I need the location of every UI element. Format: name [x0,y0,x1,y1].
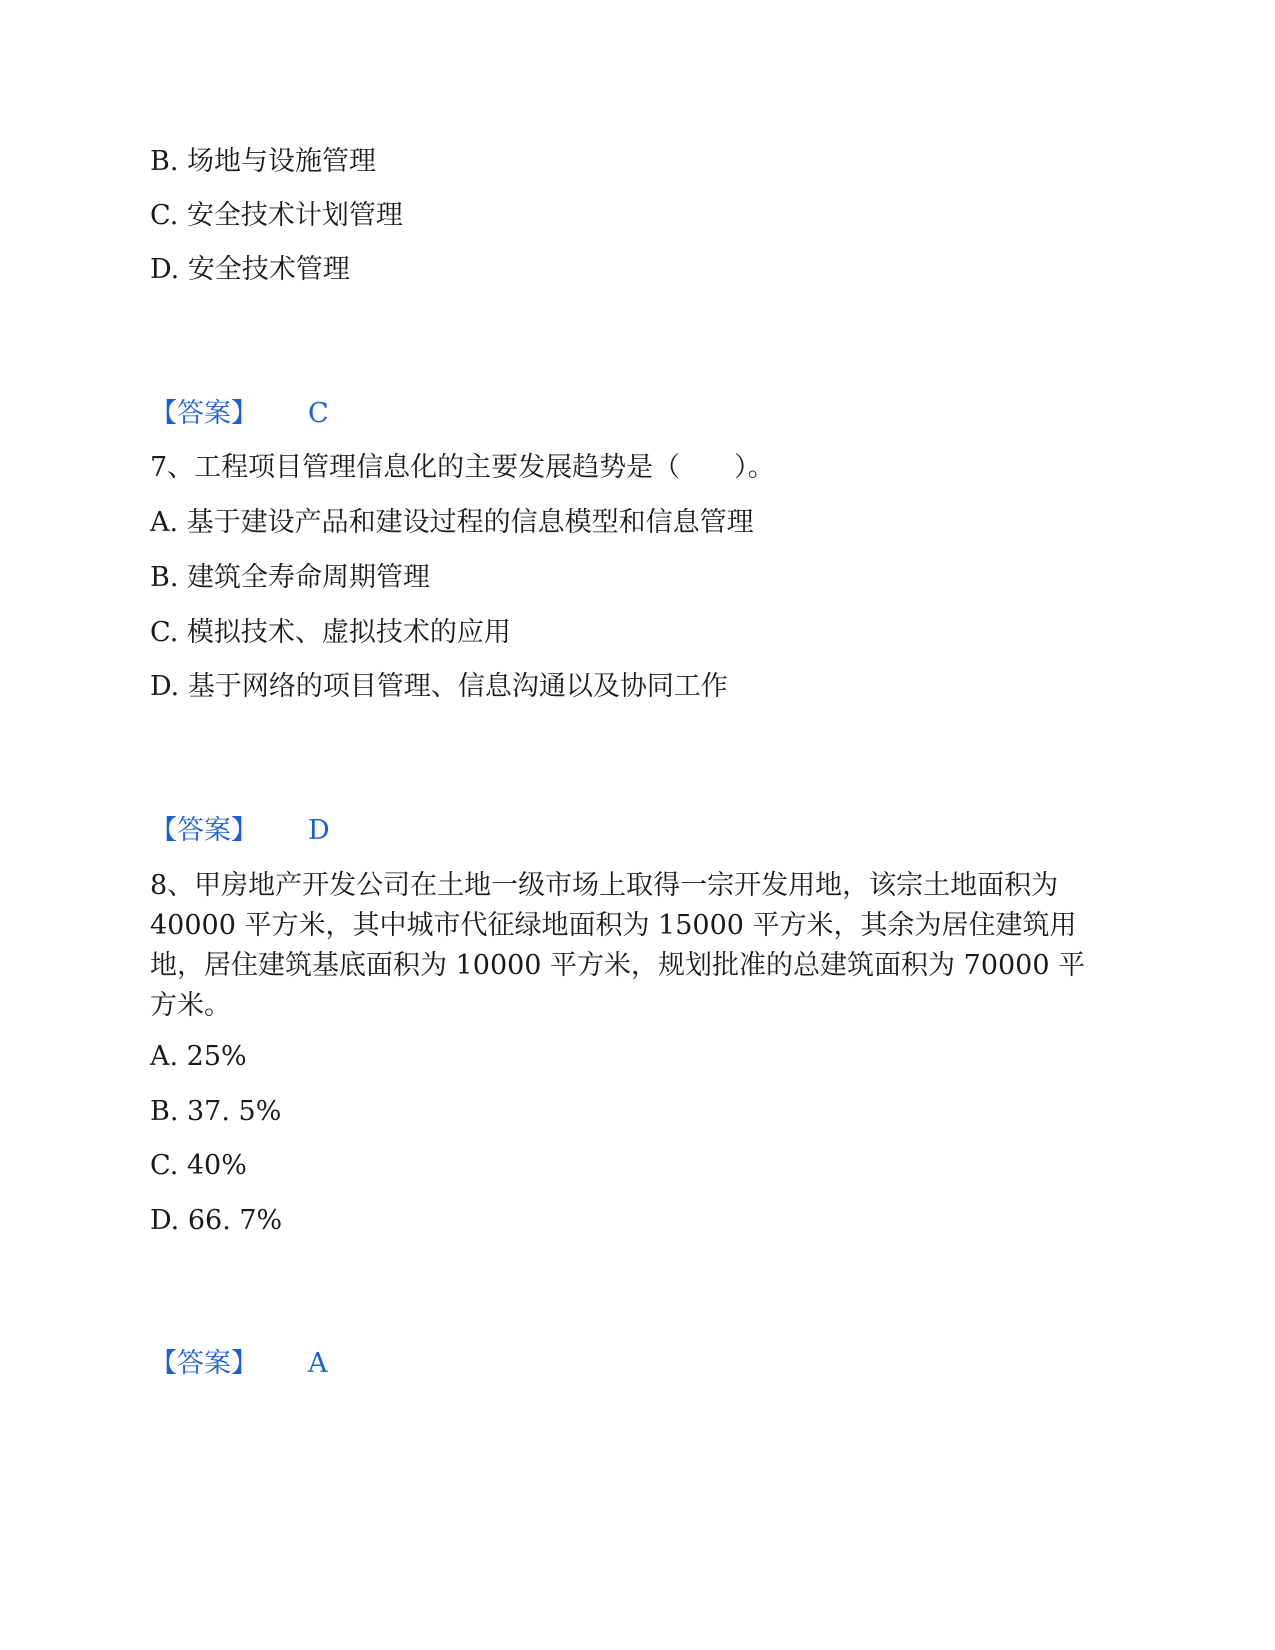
answer-label: 【答案】 [150,1348,258,1379]
q8-option-d: D. 66. 7% [150,1205,283,1236]
q7-option-c: C. 模拟技术、虚拟技术的应用 [150,617,511,648]
q8-option-c: C. 40% [150,1150,247,1181]
answer-label: 【答案】 [150,398,258,429]
answer-value: D [308,815,330,846]
q7-option-b: B. 建筑全寿命周期管理 [150,562,431,593]
q7-answer [150,811,330,851]
answer-value: C [308,398,329,429]
q7-stem: 7、工程项目管理信息化的主要发展趋势是（ ）。 [150,452,775,483]
q7-option-d: D. 基于网络的项目管理、信息沟通以及协同工作 [150,671,728,702]
q8-option-a: A. 25% [150,1041,247,1072]
answer-value: A [308,1348,328,1379]
q6-option-c: C. 安全技术计划管理 [150,200,403,231]
q8-answer [150,1344,328,1384]
q6-option-d: D. 安全技术管理 [150,254,350,285]
q6-answer [150,394,329,434]
q7-option-a: A. 基于建设产品和建设过程的信息模型和信息管理 [150,507,754,538]
q8-option-b: B. 37. 5% [150,1096,282,1127]
q8-stem: 8、甲房地产开发公司在土地一级市场上取得一宗开发用地，该宗土地面积为 40000 平方米，其中城市代征绿地面积为 15000 平方米，其余为居住建筑用地，居住建筑基底面积为 10000 平方米，规划批准的总建筑面积为 70000 平方米。 [150,870,1086,1021]
answer-label: 【答案】 [150,815,258,846]
q6-option-b: B. 场地与设施管理 [150,146,377,177]
